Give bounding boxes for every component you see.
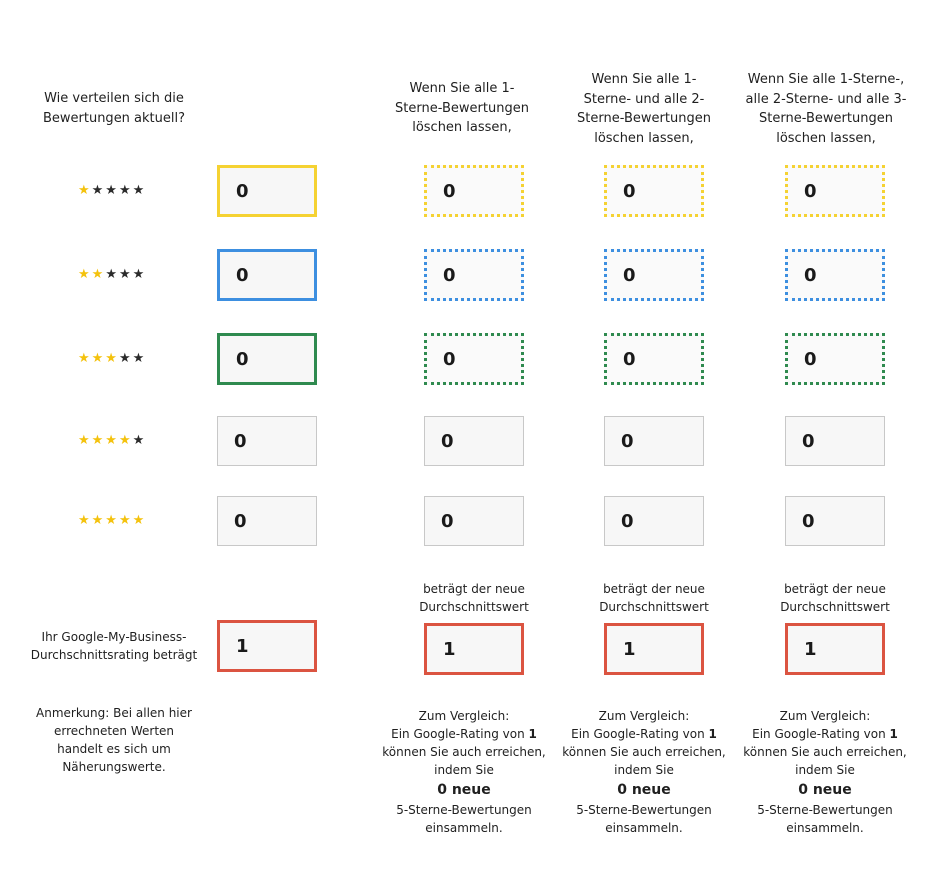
comparison-line3: indem Sie [434,763,494,777]
comparison-line6: einsammeln. [605,821,683,835]
comparison-count: 0 neue [617,782,671,798]
current-3-star-input[interactable]: 0 [217,333,317,385]
current-rating-label: Ihr Google-My-Business-Durchschnittsrating beträgt [30,630,198,662]
col2-4-star-value: 0 [604,416,704,466]
col2-1-star-value: 0 [604,165,704,217]
comparison-block-2 [560,707,728,837]
star-icon: ★★★ [78,351,119,366]
comparison-line2: können Sie auch erreichen, [562,745,726,759]
col3-1-star-value: 0 [785,165,885,217]
current-5-star-input[interactable]: 0 [217,496,317,546]
col1-4-star-value: 0 [424,416,524,466]
comparison-rating-line: Ein Google-Rating von 1 [752,727,898,741]
current-2-star-input[interactable]: 0 [217,249,317,301]
stars-5 [78,513,146,529]
new-average-label-1: beträgt der neue Durchschnittswert [419,582,529,614]
col2-2-star-value: 0 [604,249,704,301]
current-average-value: 1 [217,620,317,672]
comparison-rating-line: Ein Google-Rating von 1 [391,727,537,741]
stars-4 [78,433,146,449]
current-4-star-input[interactable]: 0 [217,416,317,466]
col1-2-star-value: 0 [424,249,524,301]
comparison-count: 0 neue [437,782,491,798]
col3-5-star-value: 0 [785,496,885,546]
star-icon: ★★★★★ [78,513,147,528]
column-header-2: Wenn Sie alle 1-Sterne- und alle 2-Sterne-Bewertungen löschen lassen, [577,72,711,146]
column-header-1: Wenn Sie alle 1-Sterne-Bewertungen löschen lassen, [395,81,529,135]
star-icon: ★★ [118,351,147,366]
comparison-line6: einsammeln. [786,821,864,835]
comparison-line2: können Sie auch erreichen, [743,745,907,759]
col3-3-star-value: 0 [785,333,885,385]
col1-1-star-value: 0 [424,165,524,217]
comparison-rating-line: Ein Google-Rating von 1 [571,727,717,741]
comparison-line3: indem Sie [795,763,855,777]
col2-3-star-value: 0 [604,333,704,385]
comparison-intro: Zum Vergleich: [418,709,510,723]
comparison-line5: 5-Sterne-Bewertungen [396,803,532,817]
col3-4-star-value: 0 [785,416,885,466]
star-icon: ★★★★ [91,183,147,198]
current-1-star-input[interactable]: 0 [217,165,317,217]
stars-1 [78,183,146,199]
col2-new-average-value: 1 [604,623,704,675]
col3-2-star-value: 0 [785,249,885,301]
col3-new-average-value: 1 [785,623,885,675]
comparison-line2: können Sie auch erreichen, [382,745,546,759]
comparison-line6: einsammeln. [425,821,503,835]
new-average-label-3: beträgt der neue Durchschnittswert [780,582,890,614]
col1-5-star-value: 0 [424,496,524,546]
comparison-block-3 [741,707,909,837]
comparison-line5: 5-Sterne-Bewertungen [576,803,712,817]
comparison-line5: 5-Sterne-Bewertungen [757,803,893,817]
stars-3 [78,351,146,367]
col1-new-average-value: 1 [424,623,524,675]
star-icon: ★★★ [105,267,147,282]
star-icon: ★★ [78,267,106,282]
comparison-count: 0 neue [798,782,852,798]
star-icon: ★ [78,183,92,198]
approximation-note: Anmerkung: Bei allen hier errechneten Werten handelt es sich um Näherungswerte. [36,706,192,774]
column-header-3: Wenn Sie alle 1-Sterne-, alle 2-Sterne- und alle 3-Sterne-Bewertungen löschen lassen, [745,72,907,146]
comparison-intro: Zum Vergleich: [598,709,690,723]
col2-5-star-value: 0 [604,496,704,546]
comparison-intro: Zum Vergleich: [779,709,871,723]
question-label: Wie verteilen sich die Bewertungen aktuell? [42,91,186,126]
star-icon: ★★★★ [78,433,133,448]
stars-2 [78,267,146,283]
col1-3-star-value: 0 [424,333,524,385]
comparison-line3: indem Sie [614,763,674,777]
star-icon: ★ [132,433,147,448]
comparison-block-1 [380,707,548,837]
new-average-label-2: beträgt der neue Durchschnittswert [599,582,709,614]
